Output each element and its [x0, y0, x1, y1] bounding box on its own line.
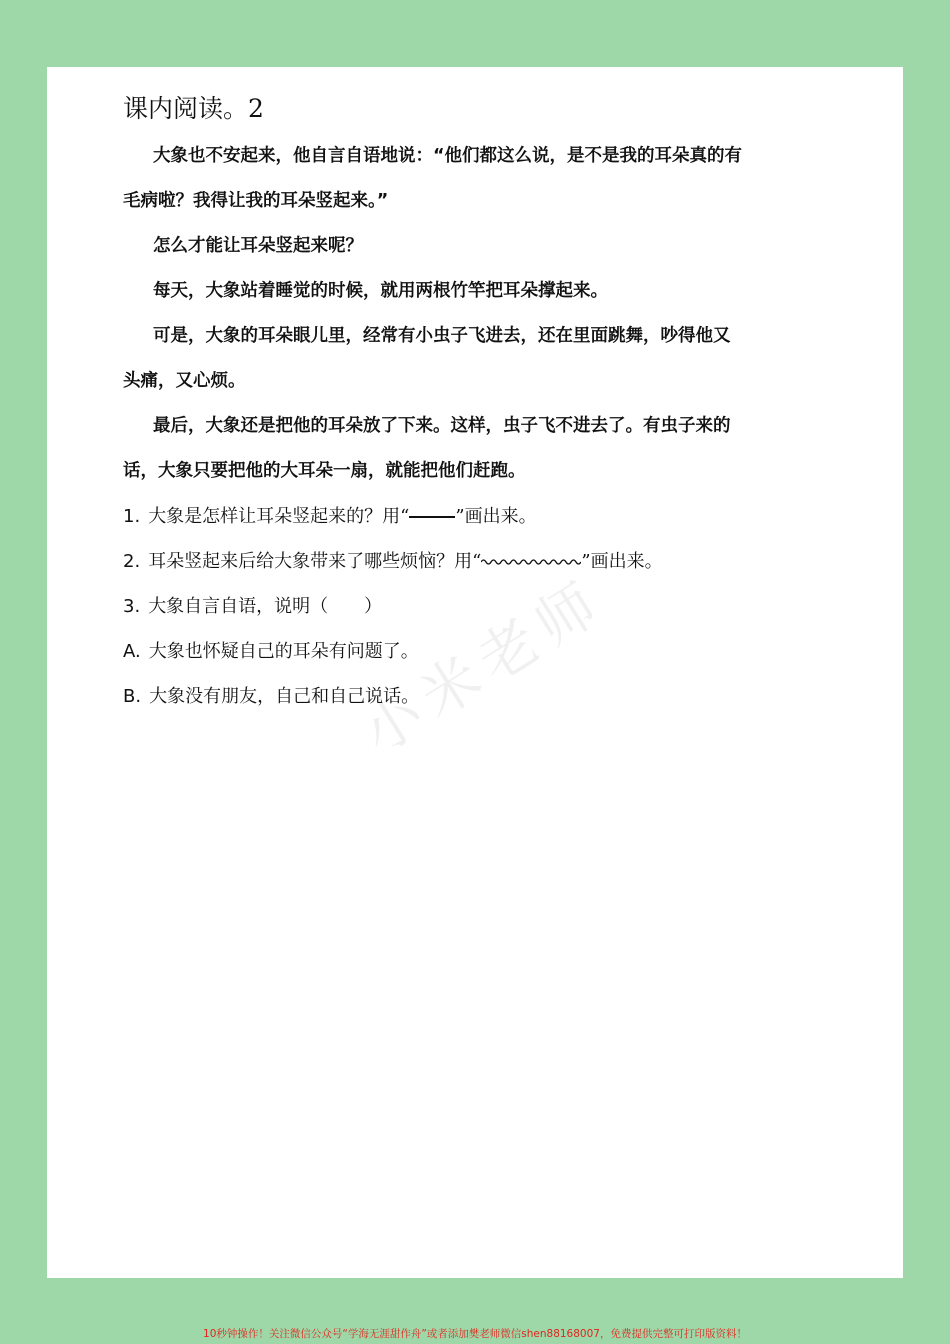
option-b-letter: B.: [123, 686, 142, 707]
section-title: 课内阅读。2: [123, 94, 264, 123]
question-3-text: 大象自言自语，说明（ ）: [148, 596, 383, 617]
option-a-letter: A.: [123, 641, 141, 662]
option-b: [123, 674, 743, 719]
footer-notice: 10秒钟操作！关注微信公众号“学海无涯甜作舟”或者添加樊老师微信shen88168007，免费提供完整可打印版资料！: [203, 1328, 747, 1340]
option-a: [123, 629, 743, 674]
question-1-text-after: ”画出来。: [455, 506, 537, 527]
passage-paragraph-1: 大象也不安起来，他自言自语地说：“他们都这么说，是不是我的耳朵真的有毛病啦？我得让我的耳朵竖起来。”: [123, 146, 742, 211]
straight-line-mark-icon: [409, 516, 455, 518]
question-2-number: 2.: [123, 551, 141, 572]
passage-paragraph-3: 每天，大象站着睡觉的时候，就用两根竹竿把耳朵撑起来。: [153, 281, 608, 301]
option-b-text: 大象没有朋友，自己和自己说话。: [149, 686, 420, 707]
question-1-number: 1.: [123, 506, 141, 527]
wavy-line-mark-icon: [481, 557, 581, 567]
question-1-text-before: 大象是怎样让耳朵竖起来的？用“: [148, 506, 410, 527]
passage-paragraph-5: 最后，大象还是把他的耳朵放了下来。这样，虫子飞不进去了。有虫子来的话，大象只要把他的大耳朵一扇，就能把他们赶跑。: [123, 416, 731, 481]
question-2: [123, 539, 743, 584]
passage-paragraph-2: 怎么才能让耳朵竖起来呢？: [153, 236, 363, 256]
question-3-number: 3.: [123, 596, 141, 617]
worksheet-content: [123, 92, 743, 719]
question-3: [123, 584, 743, 629]
passage-paragraph-4: 可是，大象的耳朵眼儿里，经常有小虫子飞进去，还在里面跳舞，吵得他又头痛，又心烦。: [123, 326, 731, 391]
question-1: [123, 494, 743, 539]
option-a-text: 大象也怀疑自己的耳朵有问题了。: [148, 641, 419, 662]
question-2-text-after: ”画出来。: [581, 551, 663, 572]
question-2-text-before: 耳朵竖起来后给大象带来了哪些烦恼？用“: [148, 551, 482, 572]
